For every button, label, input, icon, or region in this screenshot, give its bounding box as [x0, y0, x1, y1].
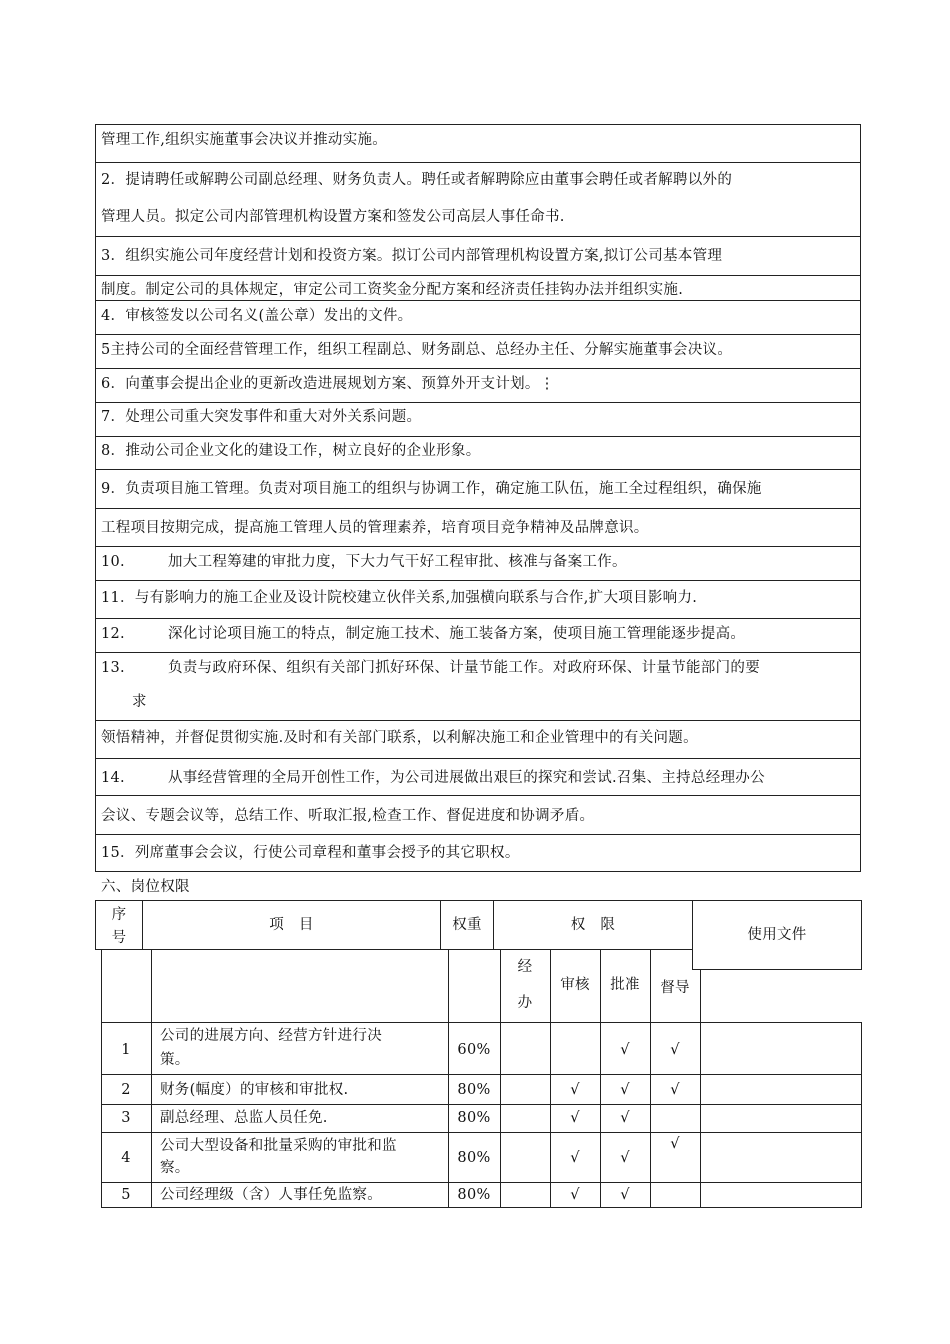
row-review-check: √ — [570, 1110, 580, 1126]
duty-text: 深化讨论项目施工的特点，制定施工技术、施工装备方案，使项目施工管理能逐步提高。 — [168, 626, 746, 642]
duty-text: 领悟精神，并督促贯彻实施.及时和有关部门联系，以利解决施工和企业管理中的有关问题。 — [101, 730, 698, 746]
duty-text: 11．与有影响力的施工企业及设计院校建立伙伴关系,加强横向联系与合作,扩大项目影响力. — [101, 590, 698, 606]
row-divider — [101, 1104, 862, 1105]
table-border-right — [861, 1022, 862, 1208]
section-title: 六、岗位权限 — [101, 879, 190, 895]
row-weight: 80% — [457, 1110, 491, 1126]
row-divider — [95, 236, 861, 237]
row-item: 副总经理、总监人员任免. — [160, 1110, 328, 1126]
duty-text: 求 — [132, 694, 147, 710]
duty-text: 加大工程筹建的审批力度，下大力气干好工程审批、核准与备案工作。 — [168, 554, 627, 570]
row-divider — [101, 1182, 862, 1183]
row-review-check: √ — [570, 1082, 580, 1098]
row-divider — [95, 402, 861, 403]
row-divider — [95, 124, 861, 125]
header-item: 项 目 — [269, 917, 314, 933]
row-approve-check: √ — [620, 1082, 630, 1098]
col-divider — [151, 950, 152, 1208]
row-item: 公司的进展方向、经营方针进行决 — [160, 1028, 382, 1044]
duty-text: 制度。制定公司的具体规定，审定公司工资奖金分配方案和经济责任挂钩办法并组织实施. — [101, 282, 684, 298]
row-number: 2 — [121, 1082, 131, 1098]
row-approve-check: √ — [620, 1042, 630, 1058]
row-review-check: √ — [570, 1150, 580, 1166]
row-approve-check: √ — [620, 1187, 630, 1203]
header-handle: 经 — [517, 959, 533, 975]
duty-text: 5主持公司的全面经营管理工作，组织工程副总、财务副总、总经办主任、分解实施董事会决议。 — [101, 342, 733, 358]
row-approve-check: √ — [620, 1150, 630, 1166]
row-number: 4 — [121, 1150, 131, 1166]
row-divider — [95, 162, 861, 163]
duty-text: 2．提请聘任或解聘公司副总经理、财务负责人。聘任或者解聘除应由董事会聘任或者解聘以外的 — [101, 172, 733, 188]
row-divider — [95, 334, 861, 335]
header-handle: 办 — [517, 995, 533, 1011]
row-divider — [95, 508, 861, 509]
row-item: 公司大型设备和批量采购的审批和监 — [160, 1138, 397, 1154]
row-item: 公司经理级（含）人事任免监察。 — [160, 1187, 382, 1203]
row-number: 5 — [121, 1187, 131, 1203]
row-divider — [95, 368, 861, 369]
duty-number: 13. — [101, 660, 125, 676]
header-approve: 批准 — [610, 977, 640, 993]
header-seq: 序 — [111, 907, 127, 923]
row-divider — [95, 436, 861, 437]
duty-text: 7．处理公司重大突发事件和重大对外关系问题。 — [101, 409, 422, 425]
row-divider — [101, 1074, 862, 1075]
header-weight: 权重 — [452, 917, 482, 933]
row-supervise-check: √ — [670, 1082, 680, 1098]
duty-text: 负责与政府环保、组织有关部门抓好环保、计量节能工作。对政府环保、计量节能部门的要 — [168, 660, 760, 676]
duty-text: 工程项目按期完成，提高施工管理人员的管理素养，培育项目竞争精神及品牌意识。 — [101, 520, 649, 536]
duty-text: 管理人员。拟定公司内部管理机构设置方案和签发公司高层人事任命书. — [101, 209, 565, 225]
row-divider — [95, 652, 861, 653]
row-divider — [95, 720, 861, 721]
duty-text: 管理工作,组织实施董事会决议并推动实施。 — [101, 132, 388, 148]
row-supervise-check: √ — [670, 1042, 680, 1058]
header-supervise: 督导 — [660, 980, 690, 996]
table-border-left — [101, 950, 102, 1208]
row-divider — [95, 469, 861, 470]
row-weight: 80% — [457, 1187, 491, 1203]
row-approve-check: √ — [620, 1110, 630, 1126]
row-divider — [95, 546, 861, 547]
row-item: 策。 — [160, 1052, 190, 1068]
header-review: 审核 — [560, 977, 590, 993]
header-seq: 号 — [111, 930, 127, 946]
col-divider — [700, 970, 701, 1208]
duty-text: 从事经营管理的全局开创性工作，为公司进展做出艰巨的探究和尝试.召集、主持总经理办公 — [168, 770, 765, 786]
row-divider — [101, 1207, 862, 1208]
header-authority: 权 限 — [570, 917, 616, 933]
col-divider — [500, 950, 501, 1208]
duty-number: 10. — [101, 554, 125, 570]
duty-text: 3．组织实施公司年度经营计划和投资方案。拟订公司内部管理机构设置方案,拟订公司基本管理 — [101, 248, 723, 264]
row-divider — [95, 758, 861, 759]
row-weight: 80% — [457, 1082, 491, 1098]
row-number: 3 — [121, 1110, 131, 1126]
duty-number: 14. — [101, 770, 125, 786]
row-divider — [95, 275, 861, 276]
row-divider — [101, 1132, 862, 1133]
duty-text: 6．向董事会提出企业的更新改造进展规划方案、预算外开支计划。⋮ — [101, 376, 555, 392]
header-docs: 使用文件 — [747, 927, 807, 943]
row-review-check: √ — [570, 1187, 580, 1203]
duty-text: 15．列席董事会会议，行使公司章程和董事会授予的其它职权。 — [101, 845, 520, 861]
row-divider — [95, 618, 861, 619]
duty-text: 8．推动公司企业文化的建设工作，树立良好的企业形象。 — [101, 443, 481, 459]
duty-text: 4．审核签发以公司名义(盖公章）发出的文件。 — [101, 308, 413, 324]
row-weight: 60% — [457, 1042, 491, 1058]
row-supervise-check: √ — [670, 1136, 680, 1152]
row-number: 1 — [121, 1042, 131, 1058]
row-item: 财务(幅度）的审核和审批权. — [160, 1082, 349, 1098]
row-divider — [95, 871, 861, 872]
row-weight: 80% — [457, 1150, 491, 1166]
row-divider — [101, 1022, 862, 1023]
duty-text: 会议、专题会议等，总结工作、听取汇报,检查工作、督促进度和协调矛盾。 — [101, 808, 595, 824]
duty-text: 9．负责项目施工管理。负责对项目施工的组织与协调工作，确定施工队伍，施工全过程组织，确保施 — [101, 481, 762, 497]
row-divider — [95, 580, 861, 581]
row-divider — [95, 795, 861, 796]
row-item: 察。 — [160, 1160, 190, 1176]
duty-number: 12. — [101, 626, 125, 642]
row-divider — [95, 834, 861, 835]
col-divider — [448, 950, 449, 1208]
row-divider — [95, 300, 861, 301]
